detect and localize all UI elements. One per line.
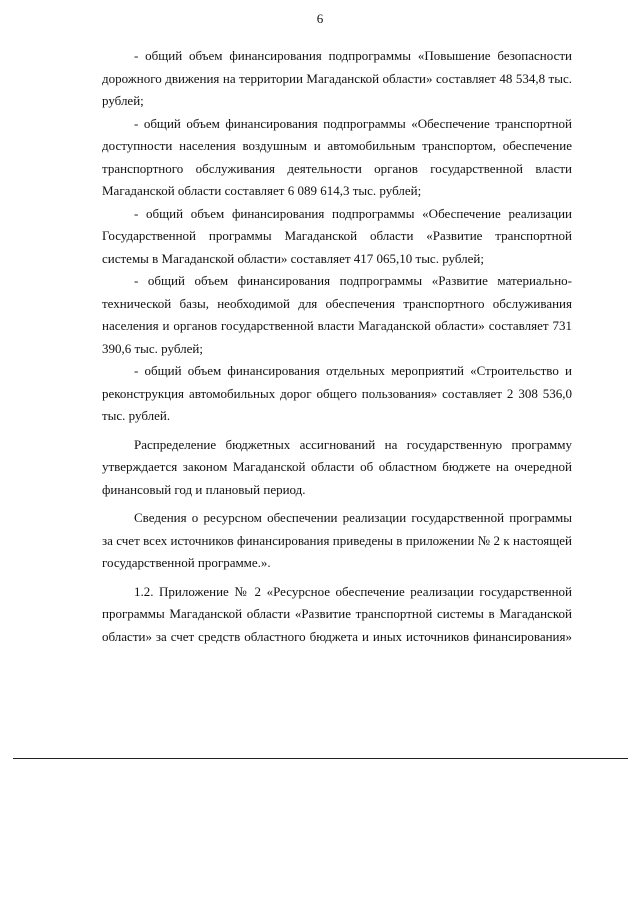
page-number: 6 xyxy=(316,11,324,26)
paragraph-resource-info: Сведения о ресурсном обеспечении реализации государственной программы за счет всех источников финансирования приведены в приложении № 2 к настоящей государственной программе.». xyxy=(102,510,572,570)
paragraph-transport-accessibility-funding: - общий объем финансирования подпрограммы «Обеспечение транспортной доступности населения воздушным и автомобильным транспортом, обеспечение транспортного обслуживания деятельности органов государственной власти Магаданской области составляет 6 089 614,3 тыс. рублей; xyxy=(102,115,572,198)
paragraph-program-implementation-funding: - общий объем финансирования подпрограммы «Обеспечение реализации Государственной программы Магаданской области «Развитие транспортной системы в Магаданской области» составляет 417 065,10 тыс. рублей; xyxy=(102,205,572,266)
paragraph-material-base-funding: - общий объем финансирования подпрограммы «Развитие материально-технической базы, необходимой для обеспечения транспортного обслуживания населения и органов государственной власти Магаданской области» составляет 731 390,6 тыс. рублей; xyxy=(102,273,572,356)
paragraph-budget-distribution: Распределение бюджетных ассигнований на государственную программу утверждается законом Магаданской области об областном бюджете на очередной финансовый год и плановый период. xyxy=(102,436,572,497)
paragraph-road-safety-funding: - общий объем финансирования подпрограммы «Повышение безопасности дорожного движения на территории Магаданской области» составляет 48 534,8 тыс. рублей; xyxy=(102,48,572,108)
footer-divider xyxy=(13,758,628,759)
document-body xyxy=(102,45,572,648)
paragraph-road-construction-funding: - общий объем финансирования отдельных мероприятий «Строительство и реконструкция автомобильных дорог общего пользования» составляет 2 308 536,0 тыс. рублей. xyxy=(102,363,572,423)
paragraph-appendix-heading: 1.2. Приложение № 2 «Ресурсное обеспечение реализации государственной программы Магаданской области «Развитие транспортной системы в Магаданской области» за счет средств областного бюджета и иных источников финансирования» xyxy=(102,583,572,644)
